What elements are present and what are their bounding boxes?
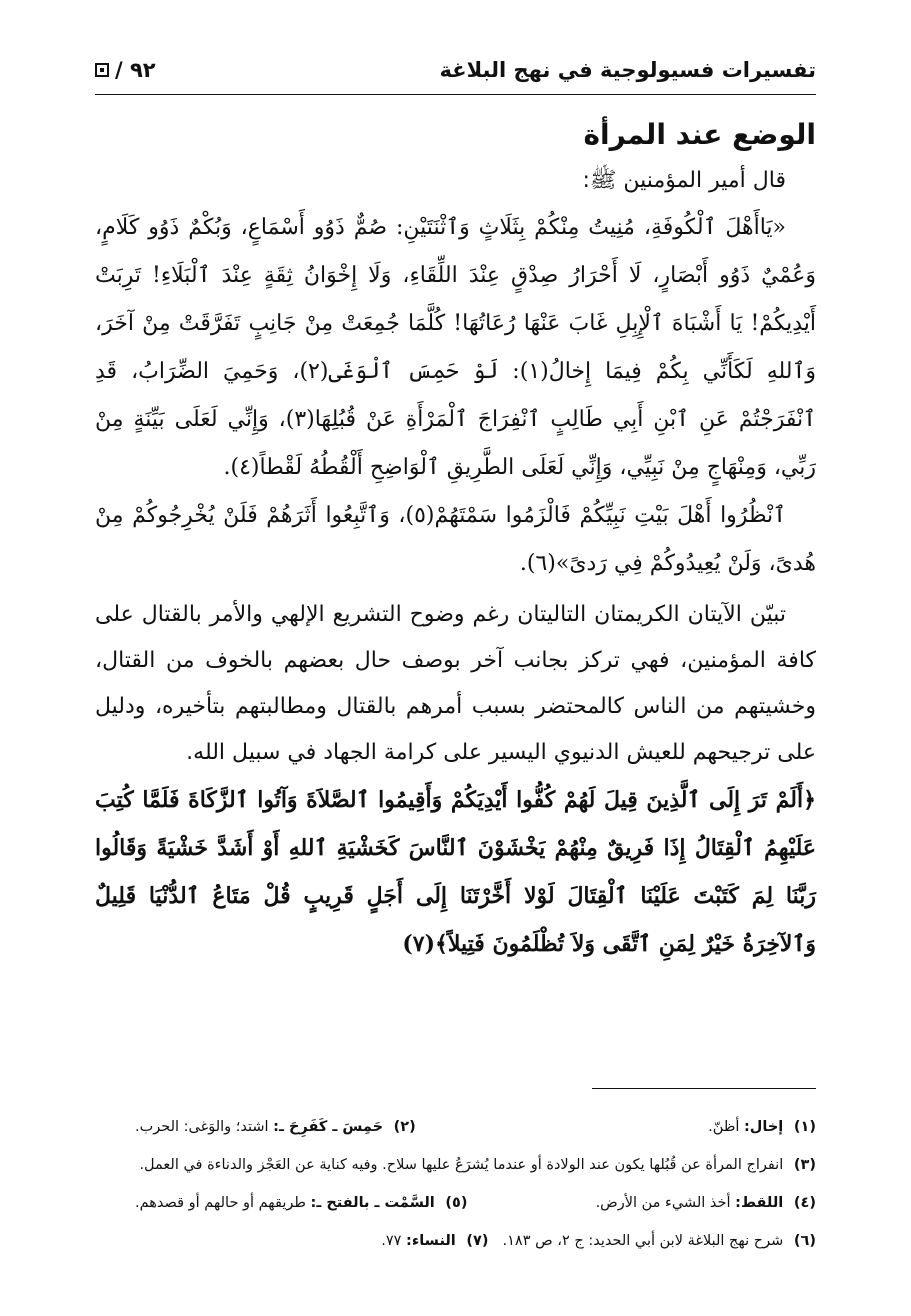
quote-paragraph-1: «يَاأَهْلَ ٱلْكُوفَةِ، مُنِيتُ مِنْكُمْ بِثَلَاثٍ وَٱثْنَتَيْنِ: صُمٌّ ذَوُو أَسْمَاعٍ، وَبُكْمٌ ذَوُو كَلَامٍ، وَعُمْيٌ ذَوُو أَبْصَارٍ، لَا أَحْرَارُ صِدْقٍ عِنْدَ اللِّقَاءِ، وَلَا إِخْوَانُ ثِقَةٍ عِنْدَ ٱلْبَلَاءِ! تَرِبَتْ أَيْدِيكُمْ! يَا أَشْبَاهَ ٱلْإِبِلِ غَابَ عَنْهَا رُعَاتُهَا! كُلَّمَا جُمِعَتْ مِنْ جَانِبٍ تَفَرَّقَتْ مِنْ آخَرَ، وَٱللهِ لَكَأَنِّي بِكُمْ فِيمَا إِخالُ(١): لَوْ حَمِسَ ٱلْوَغَى(٢)، وَحَمِيَ الضِّرَابُ، قَدِ ٱنْفَرَجْتُمْ عَنِ ٱبْنِ أَبِي طَالِبٍ ٱنْفِرَاجَ ٱلْمَرْأَةِ عَنْ قُبُلِهَا(٣)، وَإِنِّي لَعَلَى بَيِّنَةٍ مِنْ رَبِّي، وَمِنْهَاجٍ مِنْ نَبِيِّي، وَإِنِّي لَعَلَى الطَّرِيقِ ٱلْوَاضِحِ أَلْقُطُهُ لَقْطاً(٤). (95, 215, 816, 480)
footnote-3: (٣) انفراج المرأة عن قُبُلها يكون عند الولادة أو عندما يُشرَعُ عليها سلاح. وفيه كناية عن العَجْز والدناءة في العمل. (139, 1157, 816, 1173)
quran-verse: ﴿أَلَمْ تَرَ إِلَى ٱلَّذِينَ قِيلَ لَهُمْ كُفُّوا أَيْدِيَكُمْ وَأَقِيمُوا ٱلصَّلاَةَ وَآتُوا ٱلزَّكَاةَ فَلَمَّا كُتِبَ عَلَيْهِمُ ٱلْقِتَالُ إِذَا فَرِيقٌ مِنْهُمْ يَخْشَوْنَ ٱلنَّاسَ كَخَشْيَةِ ٱللهِ أَوْ أَشَدَّ خَشْيَةً وَقَالُوا رَبَّنَا لِمَ كَتَبْتَ عَلَيْنَا ٱلْقِتَالَ لَوْلا أَخَّرْتَنَا إِلَى أَجَلٍ قَرِيبٍ قُلْ مَتَاعُ ٱلدُّنْيَا قَلِيلٌ وَٱلآخِرَةُ خَيْرٌ لِمَنِ ٱتَّقَى وَلاَ تُظْلَمُونَ فَتِيلاً﴾(٧) (95, 787, 816, 957)
page-header (95, 50, 816, 90)
footnote-5: (٥) السَّمْت ـ بالفتح ـ: طريقهم أو حالهم أو قصدهم. (135, 1195, 468, 1211)
footnote-4: (٤) اللقط: أخذ الشيء من الأرض. (595, 1195, 816, 1211)
intro-line: قال أمير المؤمنين ﷺ: (582, 168, 786, 193)
commentary-paragraph: تبيّن الآيتان الكريمتان التاليتان رغم وضوح التشريع الإلهي والأمر بالقتال على كافة المؤمنين، فهي تركز بجانب آخر بوصف حال بعضهم بالخوف من القتال، وخشيتهم من الناس كالمحتضر بسبب أمرهم بالقتال ومطالبتهم بتأخيره، ودليل على ترجيحهم للعيش الدنيوي اليسير على كرامة الجهاد في سبيل الله. (95, 602, 816, 765)
footnote-6: (٦) شرح نهج البلاغة لابن أبي الحديد: ج ٢، ص ١٨٣. (502, 1233, 816, 1249)
footnote-2: (٢) حَمِسَ ـ كَفَرِحَ ـ: اشتد؛ والوَغى: الحرب. (135, 1119, 416, 1135)
footnote-divider (592, 1088, 816, 1089)
footnote-row (95, 1108, 816, 1146)
header-divider (95, 94, 816, 95)
page-number: ٩٢ / (115, 58, 156, 82)
quote-paragraph-2: ٱنْظُرُوا أَهْلَ بَيْتِ نَبِيِّكُمْ فَالْزَمُوا سَمْتَهُمْ(٥)، وَٱتَّبِعُوا أَثَرَهُمْ فَلَنْ يُخْرِجُوكُمْ مِنْ هُدىً، وَلَنْ يُعِيدُوكُمْ فِي رَدىً»(٦). (95, 503, 816, 576)
footnote-7: (٧) النساء: ٧٧. (381, 1233, 489, 1249)
square-bullet-icon (95, 63, 109, 77)
footnote-row (95, 1184, 816, 1222)
footnote-row (95, 1146, 816, 1184)
footnote-row (95, 1222, 816, 1260)
footnote-1: (١) إخال: أظنّ. (708, 1119, 816, 1135)
section-heading: الوضع عند المرأة (583, 118, 816, 151)
footnotes (95, 1108, 816, 1260)
running-title: تفسيرات فسيولوجية في نهج البلاغة (439, 58, 816, 82)
page-number-block (95, 58, 156, 82)
main-content (95, 112, 816, 968)
